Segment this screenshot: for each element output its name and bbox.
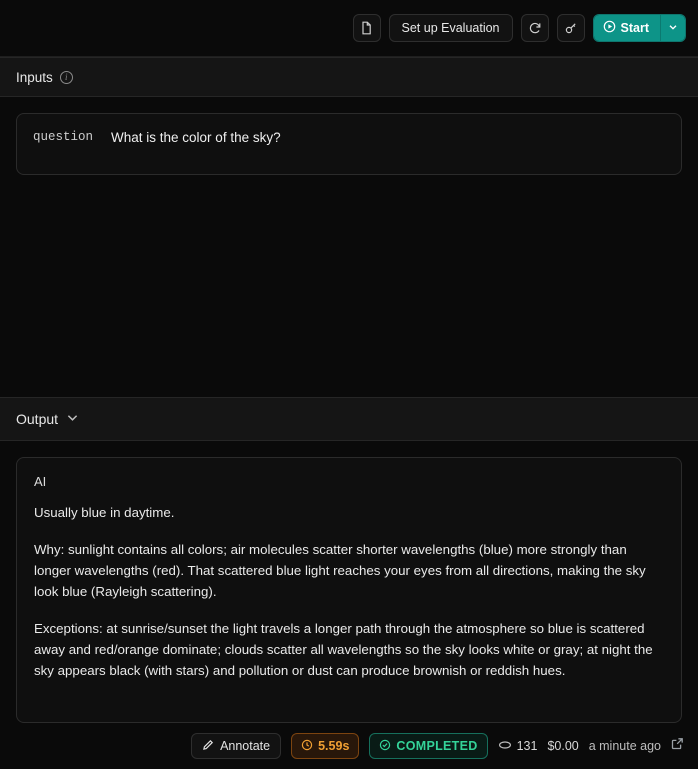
tokens-meta	[498, 739, 538, 754]
cost-meta	[547, 739, 578, 753]
inputs-title: Inputs	[16, 69, 53, 85]
play-icon	[603, 20, 616, 36]
output-role-label: AI	[34, 474, 47, 489]
timestamp-value: a minute ago	[588, 739, 661, 753]
clock-icon	[301, 739, 313, 754]
start-button-label: Start	[620, 21, 649, 35]
key-icon	[564, 21, 578, 35]
key-button[interactable]	[557, 14, 585, 42]
start-dropdown-button[interactable]	[661, 15, 685, 41]
external-link-icon	[671, 737, 684, 755]
duration-badge	[291, 733, 359, 759]
inputs-body	[0, 97, 698, 397]
input-field-key: question	[33, 130, 94, 144]
status-badge	[369, 733, 487, 759]
start-button-group[interactable]	[593, 14, 686, 42]
document-icon	[360, 21, 373, 35]
info-icon[interactable]: i	[60, 71, 73, 84]
refresh-button[interactable]	[521, 14, 549, 42]
annotate-label: Annotate	[220, 739, 271, 753]
annotate-button[interactable]	[191, 733, 281, 759]
start-button[interactable]	[594, 15, 661, 41]
token-icon	[498, 739, 512, 754]
inputs-section-header	[0, 57, 698, 97]
tokens-value: 131	[516, 739, 538, 753]
input-field-value[interactable]: What is the color of the sky?	[111, 130, 281, 145]
chevron-down-icon	[668, 19, 678, 37]
toolbar	[0, 0, 698, 57]
input-field-row[interactable]	[16, 113, 682, 175]
refresh-icon	[528, 21, 542, 35]
status-bar	[0, 723, 698, 769]
status-value: COMPLETED	[396, 739, 478, 753]
duration-value: 5.59s	[318, 739, 350, 753]
setup-evaluation-button[interactable]: Set up Evaluation	[389, 14, 513, 42]
cost-value: $0.00	[547, 739, 579, 753]
external-link-button[interactable]	[671, 737, 684, 755]
output-paragraph: Why: sunlight contains all colors; air molecules scatter shorter wavelengths (blue) more strongly than longer wavelengths (red). That scattered blue light reaches your eyes from all directions, making the sky look blue (Rayleigh scattering).	[34, 542, 646, 599]
output-paragraph: Exceptions: at sunrise/sunset the light travels a longer path through the atmosphere so blue is scattered away and red/orange dominate; clouds scatter all wavelengths so the sky looks white or gray; at night the sky appears black (with stars) and pollution or dust can produce brownish or reddish hues.	[34, 621, 653, 678]
document-button[interactable]	[353, 14, 381, 42]
output-paragraph: Usually blue in daytime.	[34, 505, 175, 520]
check-circle-icon	[379, 739, 391, 754]
output-message-card	[16, 457, 682, 723]
chevron-down-icon[interactable]	[66, 411, 79, 427]
output-title: Output	[16, 411, 59, 427]
output-section-header[interactable]	[0, 397, 698, 441]
output-body	[0, 441, 698, 723]
pencil-icon	[202, 739, 214, 754]
timestamp-meta	[589, 739, 661, 753]
